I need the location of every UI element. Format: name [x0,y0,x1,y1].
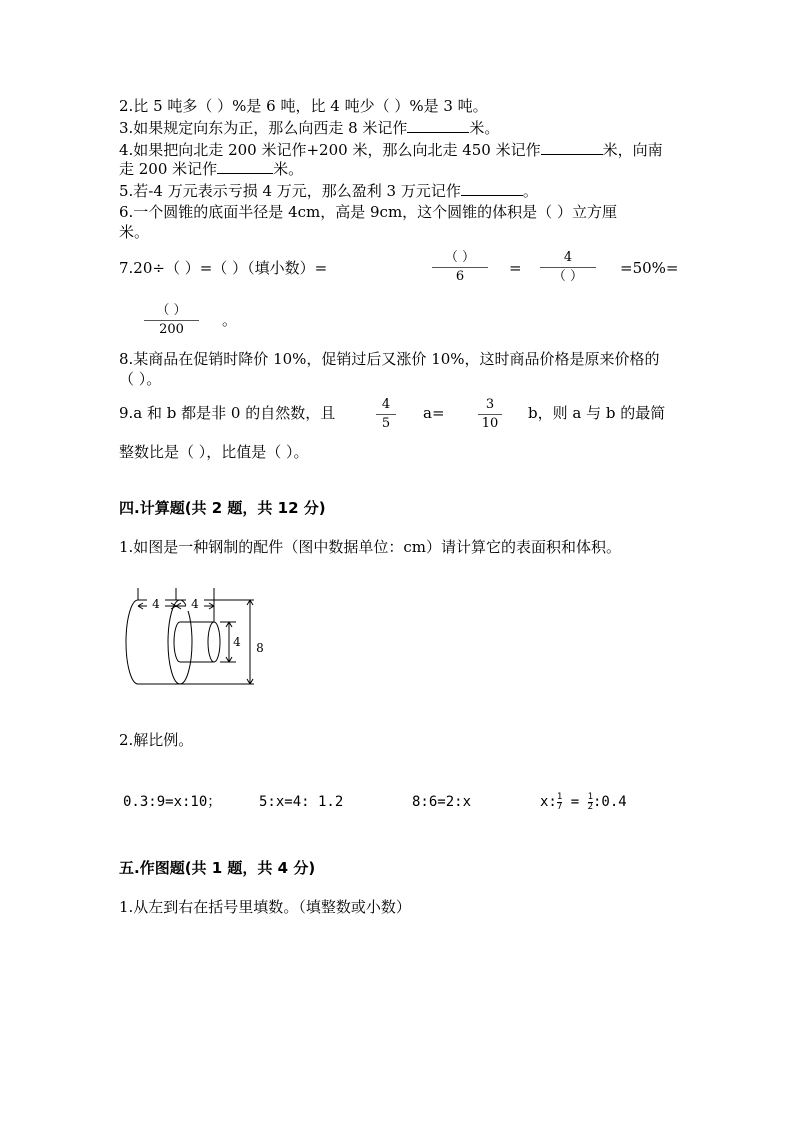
percent-text: =50%= [620,259,679,277]
equals-sign: = [509,259,522,277]
answer-blank[interactable] [217,159,273,174]
proportion-2: 5:x=4: 1.2 [259,794,344,810]
dim-label-c: 4 [233,635,241,649]
proportion-3: 8:6=2:x [412,794,472,810]
section-4-question-1: 1.如图是一种钢制的配件（图中数据单位：cm）请计算它的表面积和体积。 [119,538,621,556]
question-6-line-1: 6.一个圆锥的底面半径是 4cm，高是 9cm，这个圆锥的体积是（ ）立方厘 [119,203,617,221]
question-9-line-1: 9.a 和 b 都是非 0 的自然数，且 [119,404,336,422]
section-5-question-1: 1.从左到右在括号里填数。（填整数或小数） [119,898,411,916]
proportion-1: 0.3:9=x:10； [123,794,222,810]
fraction-3-over-10: 3 10 [478,397,502,432]
fraction-blank-over-6: （ ） 6 [432,250,488,285]
a-equals: a= [423,404,445,422]
section-5-title: 五.作图题(共 1 题，共 4 分) [119,859,316,877]
dim-label-d: 8 [256,641,264,655]
fraction-1-over-2: $\frac{1}{2}$ [587,791,593,812]
question-5: 5.若-4 万元表示亏损 4 万元，那么盈利 3 万元记作 。 [119,182,538,200]
question-4-line-2: 走 200 米记作 米。 [119,160,304,178]
steel-part-figure [118,586,268,692]
fraction-1-over-7: $\frac{1}{7}$ [556,791,563,812]
answer-blank[interactable] [461,181,523,196]
question-4-line-1: 4.如果把向北走 200 米记作+200 米，那么向北走 450 米记作 米，向南 [119,141,663,159]
fraction-4-over-5: 4 5 [376,397,396,432]
question-7: 7.20÷（ ）=（ ）（填小数）= [119,259,328,277]
question-9-line-2: 整数比是（ ），比值是（ ）。 [119,443,309,461]
proportion-4: $x:\frac{1}{7}$ = $\frac{1}{2}:0.4$ [540,791,627,812]
dim-label-b: 4 [191,597,199,611]
question-8-line-2: （ ）。 [119,370,162,388]
dim-label-a: 4 [152,597,160,611]
fraction-blank-over-200: （ ） 200 [144,303,199,338]
section-4-title: 四.计算题(共 2 题，共 12 分) [119,499,326,517]
question-3: 3.如果规定向东为正，那么向西走 8 米记作 米。 [119,119,500,137]
answer-blank[interactable] [541,140,603,155]
question-6-line-2: 米。 [119,223,150,241]
question-9-tail: b，则 a 与 b 的最简 [528,404,666,422]
section-4-question-2: 2.解比例。 [119,731,194,749]
fraction-4-over-blank: 4 （ ） [540,250,596,285]
answer-blank[interactable] [407,118,469,133]
question-8-line-1: 8.某商品在促销时降价 10%，促销过后又涨价 10%，这时商品价格是原来价格的 [119,350,660,368]
period: 。 [222,311,238,329]
question-2: 2.比 5 吨多（ ）%是 6 吨，比 4 吨少（ ）%是 3 吨。 [119,97,488,115]
